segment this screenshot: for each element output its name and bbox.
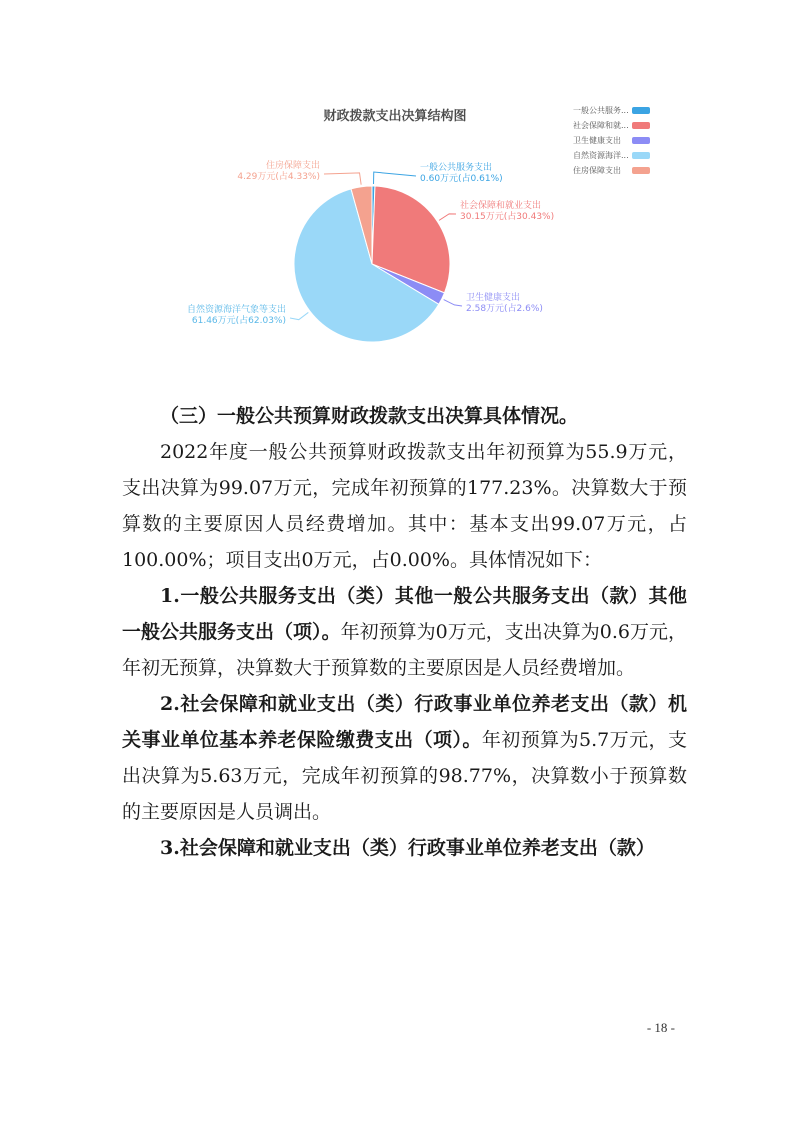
legend-label: 一般公共服务... bbox=[573, 106, 629, 115]
legend-swatch[interactable] bbox=[632, 167, 650, 174]
pie-label-name: 住房保障支出 bbox=[265, 161, 320, 171]
section-heading: （三）一般公共预算财政拨款支出决算具体情况。 bbox=[160, 405, 579, 427]
pie-label-value: 30.15万元(占30.43%) bbox=[460, 212, 555, 222]
legend-label: 自然资源海洋... bbox=[573, 151, 629, 160]
paragraph bbox=[122, 434, 687, 578]
paragraph bbox=[122, 830, 687, 866]
pie-leader-line bbox=[439, 214, 456, 221]
legend-swatch[interactable] bbox=[632, 107, 650, 114]
paragraph bbox=[122, 686, 687, 830]
pie-leader-line bbox=[444, 300, 462, 306]
legend-label: 社会保障和就... bbox=[573, 121, 629, 130]
paragraph-text: 年初预算为5.7万元，支出决算为5.63万元，完成年初预算的98.77%，决算数小于预算数的主要原因是人员调出。 bbox=[122, 729, 687, 823]
paragraph-bold-title: 2.社会保障和就业支出（类）行政事业单位养老支出（款）机关事业单位基本养老保险缴费支出（项）。 bbox=[122, 693, 687, 751]
page-number: - 18 - bbox=[646, 1020, 675, 1035]
pie-label-name: 自然资源海洋气象等支出 bbox=[186, 305, 286, 315]
paragraph-bold-title: 3.社会保障和就业支出（类）行政事业单位养老支出（款） bbox=[160, 837, 655, 859]
pie-label-value: 61.46万元(占62.03%) bbox=[191, 316, 286, 326]
pie-label-name: 卫生健康支出 bbox=[466, 293, 521, 303]
paragraph-text: 2022年度一般公共预算财政拨款支出年初预算为55.9万元，支出决算为99.07万元，完成年初预算的177.23%。决算数大于预算数的主要原因人员经费增加。其中：基本支出99.07万元，占100.00%；项目支出0万元，占0.00%。具体情况如下： bbox=[122, 441, 687, 571]
chart-title: 财政拨款支出决算结构图 bbox=[323, 109, 467, 124]
legend-label: 住房保障支出 bbox=[573, 166, 621, 175]
body-text bbox=[122, 398, 687, 866]
pie-chart bbox=[0, 0, 793, 380]
legend-swatch[interactable] bbox=[632, 137, 650, 144]
pie-chart-svg bbox=[0, 0, 793, 380]
paragraph bbox=[122, 578, 687, 686]
paragraph-bold-title: 1.一般公共服务支出（类）其他一般公共服务支出（款）其他一般公共服务支出（项）。 bbox=[122, 585, 687, 643]
pie-label-value: 4.29万元(占4.33%) bbox=[237, 172, 320, 182]
pie-label-value: 0.60万元(占0.61%) bbox=[420, 174, 503, 184]
legend-swatch[interactable] bbox=[632, 122, 650, 129]
pie-leader-line bbox=[374, 172, 416, 184]
pie-label-name: 一般公共服务支出 bbox=[420, 163, 493, 173]
pie-leader-line bbox=[290, 312, 308, 319]
legend-label: 卫生健康支出 bbox=[573, 136, 621, 145]
pie-leader-line bbox=[324, 173, 361, 185]
pie-label-value: 2.58万元(占2.6%) bbox=[466, 304, 543, 314]
pie-label-name: 社会保障和就业支出 bbox=[460, 201, 542, 211]
legend-swatch[interactable] bbox=[632, 152, 650, 159]
paragraph-text: 年初预算为0万元，支出决算为0.6万元，年初无预算，决算数大于预算数的主要原因是人员经费增加。 bbox=[122, 621, 687, 679]
